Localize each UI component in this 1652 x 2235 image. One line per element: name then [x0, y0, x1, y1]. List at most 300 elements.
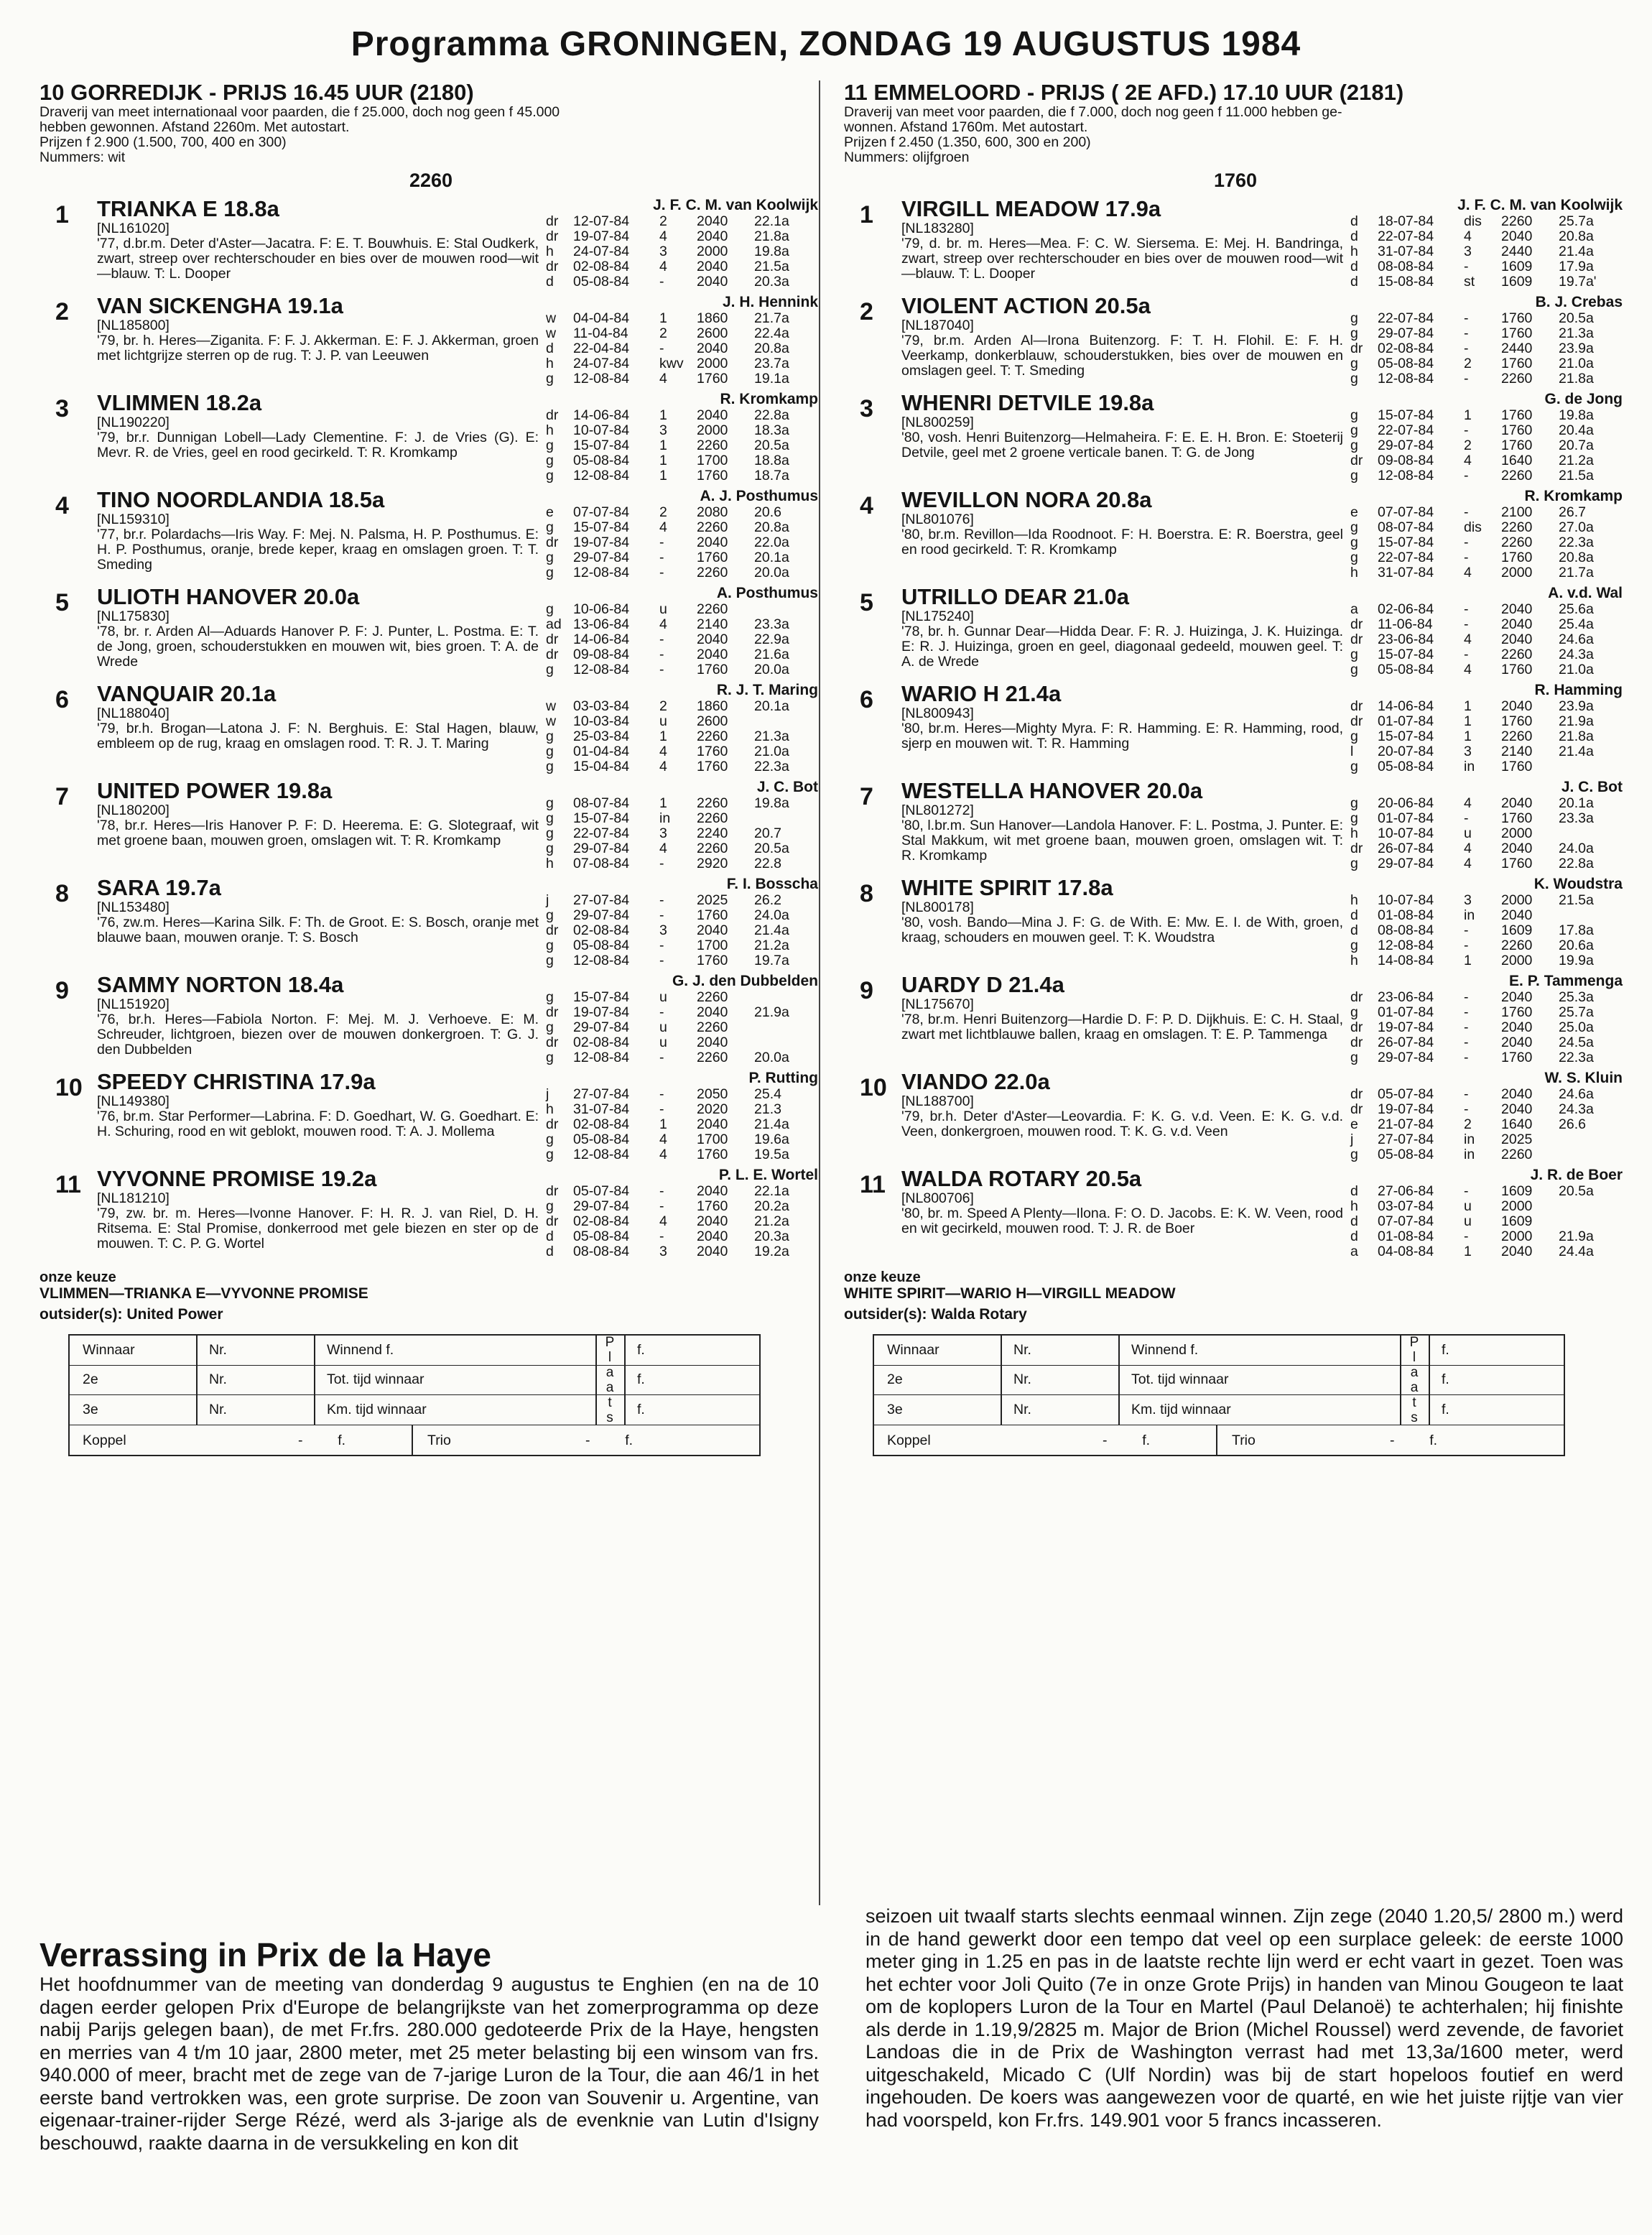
form-track: g	[1350, 407, 1358, 423]
form-distance: 1760	[697, 662, 728, 677]
form-track: d	[546, 341, 554, 356]
horse-entry	[844, 1167, 1627, 1259]
form-row	[539, 729, 822, 744]
recent-form	[1343, 294, 1627, 387]
form-distance: 2260	[1501, 468, 1533, 483]
form-track: g	[546, 453, 554, 468]
horse-entry	[844, 197, 1627, 290]
form-distance: 2000	[1501, 565, 1533, 580]
form-distance: 2260	[697, 601, 728, 617]
form-distance: 2040	[697, 1228, 728, 1244]
form-place: 2	[659, 213, 667, 229]
form-place: dis	[1464, 213, 1482, 229]
our-pick: WHITE SPIRIT—WARIO H—VIRGILL MEADOW	[844, 1285, 1176, 1302]
form-date: 12-08-84	[1378, 371, 1434, 387]
form-track: dr	[546, 922, 559, 938]
horse-entry	[844, 585, 1627, 677]
entry-number: 9	[55, 977, 69, 1004]
form-row	[1343, 244, 1627, 259]
driver-name: P. Rutting	[748, 1070, 818, 1086]
form-date: 12-08-84	[1378, 938, 1434, 953]
form-distance: 2440	[1501, 244, 1533, 259]
form-date: 14-06-84	[1378, 698, 1434, 714]
form-track: e	[1350, 504, 1358, 520]
result-number-label: Nr.	[209, 1371, 227, 1388]
form-row	[539, 229, 822, 244]
form-track: g	[546, 825, 554, 841]
driver-name: B. J. Crebas	[1535, 294, 1623, 310]
form-time: 20.5a	[1559, 310, 1594, 326]
horse-name: TINO NOORDLANDIA 18.5a	[97, 487, 385, 512]
form-track: h	[1350, 244, 1358, 259]
entry-number: 1	[860, 201, 873, 228]
table-divider	[196, 1336, 198, 1425]
page-title: Programma GRONINGEN, ZONDAG 19 AUGUSTUS 1984	[351, 25, 1301, 63]
form-track: d	[1350, 228, 1358, 244]
form-track: dr	[1350, 841, 1363, 856]
form-date: 15-07-84	[1378, 535, 1434, 550]
form-time: 21.4a	[1559, 744, 1594, 759]
form-place: -	[1464, 1019, 1469, 1035]
result-row	[70, 1365, 759, 1395]
form-row	[539, 1035, 822, 1050]
horse-registration: [NL153480]	[97, 899, 170, 915]
form-place: -	[659, 550, 664, 565]
form-place: -	[659, 907, 664, 923]
form-track: dr	[1350, 698, 1363, 714]
form-row	[1343, 326, 1627, 341]
form-place: -	[1464, 504, 1469, 520]
form-time	[1559, 1199, 1616, 1214]
form-time: 22.8a	[1559, 856, 1594, 871]
form-distance: 2040	[697, 407, 728, 423]
form-distance: 2260	[697, 989, 728, 1005]
form-time: 20.1a	[754, 698, 789, 714]
form-place: 4	[659, 616, 667, 632]
horse-description: '79, d. br. m. Heres—Mea. F: C. W. Siersema. E: Mej. H. Bandringa, zwart, streep over rechterschouder en bies over de mouwen rood—wit—blauw. T: L. Dooper	[901, 236, 1343, 282]
form-row	[1343, 856, 1627, 871]
form-date: 05-08-84	[1378, 356, 1434, 371]
result-label: Winnend f.	[327, 1342, 394, 1358]
form-row	[1343, 811, 1627, 826]
form-place: u	[659, 989, 667, 1005]
form-date: 12-08-84	[573, 371, 630, 387]
form-date: 01-07-84	[1378, 1004, 1434, 1020]
form-distance: 1760	[1501, 810, 1533, 826]
form-distance: 2040	[1501, 1035, 1533, 1050]
result-position: 2e	[83, 1371, 98, 1388]
form-row	[539, 617, 822, 632]
horse-entry	[40, 1167, 822, 1259]
form-place: 3	[659, 244, 667, 259]
form-date: 05-08-84	[573, 274, 630, 290]
form-date: 10-06-84	[573, 601, 630, 617]
form-time: 20.8a	[754, 341, 789, 356]
koppel-trio-row	[874, 1425, 1564, 1456]
recent-form	[1343, 1167, 1627, 1259]
form-time: 19.8a	[1559, 407, 1594, 423]
form-row	[1343, 714, 1627, 729]
form-distance: 2000	[1501, 892, 1533, 908]
form-date: 10-07-84	[1378, 892, 1434, 908]
recent-form	[539, 1070, 822, 1162]
driver-name: R. Kromkamp	[720, 391, 818, 407]
form-distance: 1760	[1501, 356, 1533, 371]
form-place: 4	[1464, 228, 1472, 244]
form-date: 29-07-84	[1378, 856, 1434, 871]
horse-entry	[844, 1070, 1627, 1162]
form-row	[539, 565, 822, 580]
horse-entry	[844, 682, 1627, 774]
form-date: 05-08-84	[573, 1228, 630, 1244]
race-distance: 1760	[1213, 170, 1258, 191]
horse-registration: [NL180200]	[97, 802, 170, 818]
form-distance: 2260	[1501, 519, 1533, 535]
horse-description: '76, zw.m. Heres—Karina Silk. F: Th. de Groot. E: S. Bosch, oranje met blauwe baan, mouwen oranje. T: S. Bosch	[97, 915, 539, 945]
form-distance: 2260	[1501, 213, 1533, 229]
form-track: dr	[546, 213, 559, 229]
result-row	[70, 1336, 759, 1366]
form-time: 21.7a	[1559, 565, 1594, 580]
form-track: g	[546, 728, 554, 744]
result-number-label: Nr.	[209, 1342, 227, 1358]
form-distance: 1640	[1501, 453, 1533, 468]
horse-description: '76, br.h. Heres—Fabiola Norton. F: Mej. M. J. Verhoeve. E: M. Schreuder, lichtgroen, biezen over de mouwen donkergroen. T: G. J. den Dubbelden	[97, 1012, 539, 1058]
form-time: 26.2	[754, 892, 781, 908]
result-label: Km. tijd winnaar	[327, 1401, 427, 1417]
form-distance: 2040	[1501, 698, 1533, 714]
form-place: 4	[659, 1132, 667, 1147]
form-distance: 2040	[1501, 841, 1533, 856]
form-row	[539, 714, 822, 729]
form-track: d	[1350, 1228, 1358, 1244]
form-distance: 2260	[1501, 1147, 1533, 1162]
form-distance: 2260	[1501, 728, 1533, 744]
form-row	[1343, 1020, 1627, 1035]
our-pick-label: onze keuze	[40, 1269, 116, 1285]
form-time: 18.8a	[754, 453, 789, 468]
recent-form	[539, 876, 822, 968]
entry-number: 11	[55, 1171, 81, 1198]
form-place: -	[659, 856, 664, 871]
driver-name: A. J. Posthumus	[700, 488, 818, 504]
form-distance: 2260	[697, 795, 728, 811]
form-time: 26.7	[1559, 504, 1586, 520]
form-track: g	[546, 1198, 554, 1214]
form-time: 21.5a	[1559, 468, 1594, 483]
horse-name: WHENRI DETVILE 19.8a	[901, 390, 1154, 415]
race-condition-line: Prijzen f 2.450 (1.350, 600, 300 en 200)	[844, 134, 1091, 150]
form-place: 1	[659, 468, 667, 483]
form-date: 29-07-84	[573, 550, 630, 565]
form-time: 21.4a	[754, 922, 789, 938]
form-time: 20.0a	[754, 1050, 789, 1065]
entry-number: 3	[55, 395, 69, 422]
form-row	[1343, 699, 1627, 714]
form-track: g	[1350, 310, 1358, 326]
form-track: g	[1350, 535, 1358, 550]
form-place: 1	[659, 453, 667, 468]
horse-name: WARIO H 21.4a	[901, 681, 1062, 706]
form-track: g	[546, 438, 554, 453]
form-place: -	[1464, 310, 1469, 326]
form-distance: 2040	[697, 1244, 728, 1259]
form-date: 02-08-84	[573, 1116, 630, 1132]
form-row	[1343, 468, 1627, 483]
entry-number: 7	[860, 783, 873, 810]
form-date: 22-07-84	[1378, 422, 1434, 438]
form-row	[539, 744, 822, 759]
form-row	[539, 468, 822, 483]
horse-description: '78, br.r. Heres—Iris Hanover P. F: D. Heerema. E: G. Slotegraaf, wit met groene baan, mouwen groen, omslagen wit. T: R. Kromkamp	[97, 818, 539, 848]
form-date: 14-06-84	[573, 407, 630, 423]
recent-form	[1343, 876, 1627, 968]
form-row	[1343, 953, 1627, 968]
table-divider	[1216, 1425, 1217, 1456]
form-place: 1	[659, 407, 667, 423]
entry-number: 3	[860, 395, 873, 422]
form-distance: 2260	[1501, 371, 1533, 387]
form-place: -	[1464, 1035, 1469, 1050]
form-place: 4	[659, 744, 667, 759]
form-track: d	[546, 1244, 554, 1259]
form-place: 2	[1464, 1116, 1472, 1132]
form-distance: 1760	[1501, 422, 1533, 438]
form-row	[1343, 729, 1627, 744]
form-distance: 2040	[697, 1213, 728, 1229]
form-distance: 2020	[697, 1101, 728, 1117]
form-track: g	[1350, 1050, 1358, 1065]
form-time	[754, 714, 812, 729]
table-divider	[1429, 1336, 1430, 1425]
form-row	[1343, 453, 1627, 468]
horse-entry	[844, 488, 1627, 580]
form-row	[1343, 438, 1627, 453]
form-date: 23-06-84	[1378, 631, 1434, 647]
horse-registration: [NL183280]	[901, 221, 974, 236]
form-time: 21.3	[754, 1101, 781, 1117]
form-distance: 2040	[697, 274, 728, 290]
horse-name: VIANDO 22.0a	[901, 1069, 1050, 1094]
form-place: -	[1464, 1183, 1469, 1199]
form-track: g	[1350, 1147, 1358, 1162]
form-date: 08-08-84	[1378, 259, 1434, 274]
result-amount: f.	[1442, 1401, 1449, 1417]
entry-number: 6	[860, 686, 873, 713]
form-track: g	[546, 759, 554, 774]
form-distance: 2600	[697, 325, 728, 341]
form-distance: 1700	[697, 938, 728, 953]
form-distance: 2025	[1501, 1132, 1533, 1147]
form-time: 21.0a	[1559, 356, 1594, 371]
form-time: 19.7a	[754, 953, 789, 968]
form-track: g	[546, 1019, 554, 1035]
form-track: dr	[546, 407, 559, 423]
horse-registration: [NL801076]	[901, 512, 974, 527]
form-track: j	[546, 1086, 549, 1102]
recent-form	[1343, 585, 1627, 677]
form-place: 4	[1464, 631, 1472, 647]
form-place: 3	[659, 825, 667, 841]
form-track: d	[1350, 259, 1358, 274]
form-row	[1343, 423, 1627, 438]
form-distance: 2260	[1501, 647, 1533, 662]
form-time: 22.8a	[754, 407, 789, 423]
recent-form	[1343, 779, 1627, 871]
table-divider	[624, 1336, 626, 1425]
form-row	[539, 1147, 822, 1162]
driver-name: J. H. Hennink	[722, 294, 818, 310]
result-number-label: Nr.	[1013, 1342, 1031, 1358]
form-row	[539, 699, 822, 714]
recent-form	[1343, 197, 1627, 290]
form-row	[1343, 1214, 1627, 1229]
form-distance: 2040	[1501, 1244, 1533, 1259]
form-distance: 2260	[1501, 535, 1533, 550]
form-date: 05-07-84	[1378, 1086, 1434, 1102]
form-place: 4	[659, 759, 667, 774]
form-time: 24.0a	[754, 907, 789, 923]
form-time: 23.7a	[754, 356, 789, 371]
form-distance: 2040	[697, 631, 728, 647]
entry-details	[901, 876, 1343, 968]
form-date: 23-06-84	[1378, 989, 1434, 1005]
form-row	[539, 953, 822, 968]
trio-label: Trio	[427, 1432, 451, 1448]
entry-details	[901, 197, 1343, 290]
form-date: 01-08-84	[1378, 907, 1434, 923]
form-place: -	[659, 1004, 664, 1020]
horse-name: VANQUAIR 20.1a	[97, 681, 277, 706]
entry-details	[901, 973, 1343, 1065]
entry-details	[901, 488, 1343, 580]
form-track: dr	[546, 259, 559, 274]
form-date: 15-07-84	[573, 989, 630, 1005]
form-row	[1343, 759, 1627, 774]
form-track: dr	[1350, 631, 1363, 647]
horse-registration: [NL800943]	[901, 705, 974, 721]
form-date: 10-07-84	[573, 422, 630, 438]
form-time: 20.3a	[754, 274, 789, 290]
form-row	[539, 826, 822, 841]
form-date: 04-04-84	[573, 310, 630, 326]
table-divider	[314, 1336, 315, 1425]
form-track: dr	[1350, 989, 1363, 1005]
form-time: 24.4a	[1559, 1244, 1594, 1259]
form-place: -	[1464, 1086, 1469, 1102]
form-row	[539, 1020, 822, 1035]
form-row	[1343, 356, 1627, 371]
form-time	[754, 1020, 812, 1035]
form-track: d	[546, 274, 554, 290]
form-row	[1343, 341, 1627, 356]
form-track: dr	[546, 1213, 559, 1229]
form-date: 15-07-84	[573, 438, 630, 453]
form-time: 19.8a	[754, 244, 789, 259]
horse-description: '79, br.h. Brogan—Latona J. F: N. Berghuis. E: Stal Hagen, blauw, embleem op de rug, kraag en omslagen rood. T: R. J. T. Maring	[97, 721, 539, 751]
form-place: in	[659, 810, 671, 826]
entry-number: 4	[55, 492, 69, 519]
form-place: 3	[1464, 744, 1472, 759]
recent-form	[1343, 973, 1627, 1065]
form-track: g	[546, 907, 554, 923]
horse-registration: [NL800706]	[901, 1190, 974, 1206]
race-condition-line: Draverij van meet internationaal voor paarden, die f 25.000, doch nog geen f 45.000	[40, 104, 560, 120]
form-row	[539, 1102, 822, 1117]
form-time: 25.7a	[1559, 1004, 1594, 1020]
form-distance: 1760	[1501, 662, 1533, 677]
form-place: in	[1464, 1147, 1475, 1162]
driver-name: E. P. Tammenga	[1509, 973, 1623, 989]
form-date: 22-04-84	[573, 341, 630, 356]
horse-entry	[40, 779, 822, 871]
form-time: 22.9a	[754, 631, 789, 647]
form-date: 31-07-84	[1378, 565, 1434, 580]
form-row	[539, 311, 822, 326]
form-row	[539, 938, 822, 953]
form-distance: 2000	[1501, 825, 1533, 841]
form-track: g	[546, 938, 554, 953]
form-row	[539, 356, 822, 371]
form-time: 21.6a	[754, 647, 789, 662]
form-date: 08-07-84	[573, 795, 630, 811]
form-place: -	[659, 1101, 664, 1117]
horse-description: '80, vosh. Bando—Mina J. F: G. de With. E: Mw. E. I. de With, groen, kraag, schouders en mouwen geel. T: K. Woudstra	[901, 915, 1343, 945]
form-date: 11-06-84	[1378, 616, 1433, 632]
form-date: 01-07-84	[1378, 810, 1434, 826]
result-amount: f.	[637, 1342, 645, 1358]
table-divider	[1118, 1336, 1120, 1425]
plaats-label	[1400, 1336, 1429, 1425]
form-row	[1343, 1132, 1627, 1147]
form-time: 19.8a	[754, 795, 789, 811]
form-time: 21.4a	[754, 1116, 789, 1132]
driver-name: A. Posthumus	[716, 585, 818, 601]
form-track: e	[546, 504, 554, 520]
form-place: -	[659, 274, 664, 290]
form-place: u	[1464, 1198, 1472, 1214]
form-date: 29-07-84	[573, 1019, 630, 1035]
form-time	[1559, 1147, 1616, 1162]
entry-number: 2	[860, 298, 873, 325]
form-time: 22.3a	[1559, 1050, 1594, 1065]
form-distance: 1760	[1501, 407, 1533, 423]
form-distance: 2000	[1501, 1198, 1533, 1214]
result-amount: f.	[1442, 1371, 1449, 1388]
form-time	[1559, 759, 1616, 774]
form-time: 20.4a	[1559, 422, 1594, 438]
form-track: dr	[1350, 1035, 1363, 1050]
form-place: -	[659, 1086, 664, 1102]
form-distance: 2040	[1501, 1086, 1533, 1102]
koppel-label: Koppel	[887, 1432, 931, 1448]
recent-form	[539, 197, 822, 290]
recent-form	[539, 391, 822, 483]
form-place: -	[659, 1228, 664, 1244]
driver-name: R. J. T. Maring	[716, 682, 818, 698]
plaats-letter: s	[1411, 1410, 1418, 1425]
table-divider	[1001, 1336, 1002, 1425]
form-distance: 2000	[697, 422, 728, 438]
form-track: g	[1350, 371, 1358, 387]
form-track: dr	[1350, 713, 1363, 729]
race-condition-line: Prijzen f 2.900 (1.500, 700, 400 en 300)	[40, 134, 287, 150]
form-place: 2	[659, 698, 667, 714]
horse-description: '80, l.br.m. Sun Hanover—Landola Hanover. F: L. Postma, J. Punter. E: Stal Makkum, wit met groene baan, mouwen groen, omslagen wit. T: R. Kromkamp	[901, 818, 1343, 864]
form-time: 20.1a	[754, 550, 789, 565]
form-row	[1343, 1229, 1627, 1244]
form-date: 29-07-84	[1378, 1050, 1434, 1065]
